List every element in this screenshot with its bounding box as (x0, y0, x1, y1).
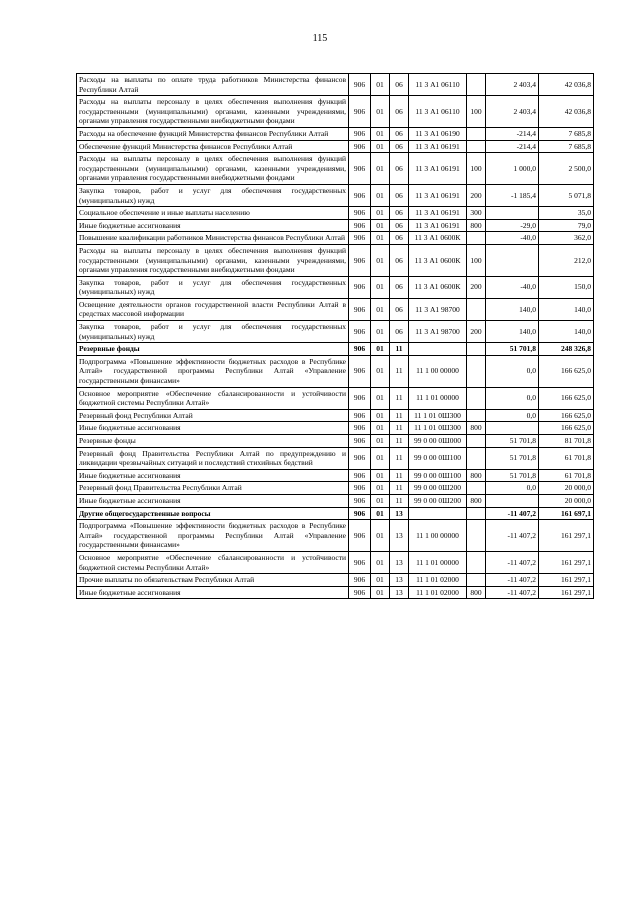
expense-name-cell: Резервный фонд Правительства Республики Алтай по предупреждению и ликвидации чрезвычайных ситуаций и последствий стихийных бедствий (77, 447, 349, 469)
expense-name-cell: Повышение квалификации работников Министерства финансов Республики Алтай (77, 232, 349, 245)
expense-name-cell: Резервный фонд Правительства Республики Алтай (77, 482, 349, 495)
target-article-cell: 99 0 00 0Ш200 (409, 494, 467, 507)
target-article-cell: 99 0 00 0Ш100 (409, 447, 467, 469)
expense-type-cell (467, 343, 486, 356)
subsection-code-cell: 06 (390, 127, 409, 140)
target-article-cell (409, 507, 467, 520)
subsection-code-cell: 11 (390, 343, 409, 356)
total-amount-cell: 140,0 (539, 298, 594, 320)
subsection-code-cell: 13 (390, 551, 409, 573)
subsection-code-cell: 06 (390, 232, 409, 245)
expense-type-cell (467, 74, 486, 96)
change-amount-cell: 0,0 (486, 387, 539, 409)
target-article-cell: 11 3 А1 98700 (409, 321, 467, 343)
table-row (77, 482, 594, 495)
expense-type-cell: 800 (467, 469, 486, 482)
change-amount-cell (486, 494, 539, 507)
table-row (77, 574, 594, 587)
total-amount-cell: 140,0 (539, 321, 594, 343)
table-row (77, 96, 594, 128)
expense-type-cell (467, 387, 486, 409)
change-amount-cell: 2 403,4 (486, 74, 539, 96)
department-code-cell: 906 (349, 74, 371, 96)
table-row (77, 127, 594, 140)
total-amount-cell: 212,0 (539, 244, 594, 276)
total-amount-cell: 150,0 (539, 276, 594, 298)
expense-type-cell (467, 574, 486, 587)
subsection-code-cell: 06 (390, 276, 409, 298)
target-article-cell: 11 3 А1 0600К (409, 232, 467, 245)
target-article-cell: 11 3 А1 06110 (409, 74, 467, 96)
table-row (77, 469, 594, 482)
expense-name-cell: Закупка товаров, работ и услуг для обеспечения государственных (муниципальных) нужд (77, 184, 349, 206)
expense-name-cell: Иные бюджетные ассигнования (77, 586, 349, 599)
change-amount-cell: -11 407,2 (486, 507, 539, 520)
target-article-cell: 11 3 А1 0600К (409, 244, 467, 276)
total-amount-cell: 7 685,8 (539, 140, 594, 153)
section-code-cell: 01 (371, 494, 390, 507)
department-code-cell: 906 (349, 507, 371, 520)
section-code-cell: 01 (371, 140, 390, 153)
expense-type-cell: 800 (467, 494, 486, 507)
table-row (77, 409, 594, 422)
change-amount-cell (486, 244, 539, 276)
section-code-cell: 01 (371, 409, 390, 422)
subsection-code-cell: 11 (390, 494, 409, 507)
table-body (77, 74, 594, 599)
change-amount-cell: 0,0 (486, 482, 539, 495)
section-code-cell: 01 (371, 153, 390, 185)
change-amount-cell (486, 207, 539, 220)
department-code-cell: 906 (349, 184, 371, 206)
total-amount-cell: 42 036,8 (539, 96, 594, 128)
department-code-cell: 906 (349, 244, 371, 276)
department-code-cell: 906 (349, 574, 371, 587)
total-amount-cell: 61 701,8 (539, 447, 594, 469)
section-code-cell: 01 (371, 276, 390, 298)
subsection-code-cell: 06 (390, 96, 409, 128)
change-amount-cell (486, 422, 539, 435)
total-amount-cell: 166 625,0 (539, 387, 594, 409)
table-row (77, 74, 594, 96)
expense-name-cell: Другие общегосударственные вопросы (77, 507, 349, 520)
table-row (77, 153, 594, 185)
department-code-cell: 906 (349, 482, 371, 495)
section-code-cell: 01 (371, 387, 390, 409)
change-amount-cell: -11 407,2 (486, 586, 539, 599)
department-code-cell: 906 (349, 409, 371, 422)
department-code-cell: 906 (349, 494, 371, 507)
department-code-cell: 906 (349, 520, 371, 552)
change-amount-cell: 51 701,8 (486, 435, 539, 448)
subsection-code-cell: 13 (390, 507, 409, 520)
subsection-code-cell: 13 (390, 574, 409, 587)
target-article-cell: 11 1 01 0Ш300 (409, 422, 467, 435)
change-amount-cell: 51 701,8 (486, 469, 539, 482)
expense-type-cell: 800 (467, 219, 486, 232)
change-amount-cell: 51 701,8 (486, 447, 539, 469)
total-amount-cell: 161 297,1 (539, 520, 594, 552)
subsection-code-cell: 06 (390, 207, 409, 220)
department-code-cell: 906 (349, 232, 371, 245)
total-amount-cell: 161 297,1 (539, 574, 594, 587)
change-amount-cell: 0,0 (486, 409, 539, 422)
section-code-cell: 01 (371, 207, 390, 220)
section-code-cell: 01 (371, 355, 390, 387)
total-amount-cell: 81 701,8 (539, 435, 594, 448)
table-row (77, 232, 594, 245)
expense-type-cell (467, 551, 486, 573)
total-amount-cell: 166 625,0 (539, 355, 594, 387)
subsection-code-cell: 13 (390, 586, 409, 599)
expense-type-cell: 100 (467, 96, 486, 128)
table-row (77, 207, 594, 220)
target-article-cell: 11 3 А1 98700 (409, 298, 467, 320)
table-row (77, 244, 594, 276)
department-code-cell: 906 (349, 355, 371, 387)
change-amount-cell: -29,0 (486, 219, 539, 232)
expense-name-cell: Социальное обеспечение и иные выплаты населению (77, 207, 349, 220)
department-code-cell: 906 (349, 207, 371, 220)
subsection-code-cell: 06 (390, 153, 409, 185)
expense-type-cell (467, 447, 486, 469)
expense-type-cell (467, 435, 486, 448)
expense-name-cell: Иные бюджетные ассигнования (77, 219, 349, 232)
expense-type-cell (467, 482, 486, 495)
department-code-cell: 906 (349, 140, 371, 153)
expense-type-cell (467, 232, 486, 245)
subsection-code-cell: 06 (390, 184, 409, 206)
department-code-cell: 906 (349, 387, 371, 409)
change-amount-cell: 1 000,0 (486, 153, 539, 185)
target-article-cell: 11 1 01 02000 (409, 586, 467, 599)
expense-type-cell: 200 (467, 184, 486, 206)
table-row (77, 507, 594, 520)
table-row (77, 422, 594, 435)
target-article-cell: 11 1 01 02000 (409, 574, 467, 587)
expense-name-cell: Освещение деятельности органов государственной власти Республики Алтай в средствах массовой информации (77, 298, 349, 320)
department-code-cell: 906 (349, 321, 371, 343)
expense-name-cell: Основное мероприятие «Обеспечение сбалансированности и устойчивости бюджетной системы Республики Алтай» (77, 551, 349, 573)
target-article-cell: 11 1 01 00000 (409, 387, 467, 409)
expense-type-cell (467, 355, 486, 387)
subsection-code-cell: 13 (390, 520, 409, 552)
department-code-cell: 906 (349, 298, 371, 320)
subsection-code-cell: 11 (390, 409, 409, 422)
section-code-cell: 01 (371, 482, 390, 495)
total-amount-cell: 35,0 (539, 207, 594, 220)
change-amount-cell: -1 185,4 (486, 184, 539, 206)
total-amount-cell: 79,0 (539, 219, 594, 232)
section-code-cell: 01 (371, 551, 390, 573)
department-code-cell: 906 (349, 343, 371, 356)
total-amount-cell: 2 500,0 (539, 153, 594, 185)
change-amount-cell: 140,0 (486, 321, 539, 343)
table-row (77, 447, 594, 469)
expense-name-cell: Иные бюджетные ассигнования (77, 469, 349, 482)
table-row (77, 387, 594, 409)
section-code-cell: 01 (371, 127, 390, 140)
expense-name-cell: Основное мероприятие «Обеспечение сбалансированности и устойчивости бюджетной системы Республики Алтай» (77, 387, 349, 409)
department-code-cell: 906 (349, 447, 371, 469)
subsection-code-cell: 06 (390, 298, 409, 320)
table-row (77, 140, 594, 153)
section-code-cell: 01 (371, 321, 390, 343)
total-amount-cell: 20 000,0 (539, 494, 594, 507)
section-code-cell: 01 (371, 184, 390, 206)
subsection-code-cell: 06 (390, 321, 409, 343)
change-amount-cell: 51 701,8 (486, 343, 539, 356)
expense-name-cell: Закупка товаров, работ и услуг для обеспечения государственных (муниципальных) нужд (77, 276, 349, 298)
table-row (77, 184, 594, 206)
expense-name-cell: Резервные фонды (77, 343, 349, 356)
table-row (77, 298, 594, 320)
target-article-cell: 11 3 А1 06190 (409, 127, 467, 140)
change-amount-cell: 0,0 (486, 355, 539, 387)
change-amount-cell: 2 403,4 (486, 96, 539, 128)
total-amount-cell: 20 000,0 (539, 482, 594, 495)
section-code-cell: 01 (371, 343, 390, 356)
department-code-cell: 906 (349, 551, 371, 573)
table-row (77, 435, 594, 448)
section-code-cell: 01 (371, 422, 390, 435)
subsection-code-cell: 11 (390, 482, 409, 495)
target-article-cell: 11 3 А1 06110 (409, 96, 467, 128)
subsection-code-cell: 11 (390, 447, 409, 469)
target-article-cell: 11 3 А1 06191 (409, 153, 467, 185)
total-amount-cell: 161 297,1 (539, 551, 594, 573)
department-code-cell: 906 (349, 276, 371, 298)
total-amount-cell: 161 697,1 (539, 507, 594, 520)
expense-name-cell: Расходы на выплаты персоналу в целях обеспечения выполнения функций государственными (муниципальными) органами, казенными учреждениями, органами управления государственными внебюджетными фондами (77, 96, 349, 128)
change-amount-cell: -40,0 (486, 276, 539, 298)
target-article-cell: 99 0 00 0Ш200 (409, 482, 467, 495)
total-amount-cell: 166 625,0 (539, 422, 594, 435)
expense-name-cell: Резервные фонды (77, 435, 349, 448)
section-code-cell: 01 (371, 298, 390, 320)
expense-type-cell (467, 507, 486, 520)
expense-name-cell: Расходы на выплаты персоналу в целях обеспечения выполнения функций государственными (муниципальными) органами, казенными учреждениями, органами управления государственными внебюджетными фондами (77, 153, 349, 185)
expense-name-cell: Закупка товаров, работ и услуг для обеспечения государственных (муниципальных) нужд (77, 321, 349, 343)
expense-type-cell: 100 (467, 153, 486, 185)
expense-type-cell: 100 (467, 244, 486, 276)
subsection-code-cell: 11 (390, 355, 409, 387)
department-code-cell: 906 (349, 96, 371, 128)
target-article-cell: 11 1 01 00000 (409, 551, 467, 573)
target-article-cell: 11 1 00 00000 (409, 355, 467, 387)
table-row (77, 520, 594, 552)
expense-name-cell: Обеспечение функций Министерства финансов Республики Алтай (77, 140, 349, 153)
target-article-cell: 11 3 А1 0600К (409, 276, 467, 298)
expense-type-cell (467, 298, 486, 320)
target-article-cell: 99 0 00 0Ш000 (409, 435, 467, 448)
expense-name-cell: Прочие выплаты по обязательствам Республики Алтай (77, 574, 349, 587)
target-article-cell: 11 3 А1 06191 (409, 207, 467, 220)
expense-type-cell (467, 140, 486, 153)
department-code-cell: 906 (349, 469, 371, 482)
section-code-cell: 01 (371, 219, 390, 232)
expense-type-cell: 800 (467, 422, 486, 435)
total-amount-cell: 61 701,8 (539, 469, 594, 482)
section-code-cell: 01 (371, 447, 390, 469)
expense-name-cell: Иные бюджетные ассигнования (77, 422, 349, 435)
expense-name-cell: Резервный фонд Республики Алтай (77, 409, 349, 422)
expense-type-cell: 200 (467, 321, 486, 343)
table-row (77, 355, 594, 387)
expense-type-cell (467, 409, 486, 422)
budget-table (76, 73, 594, 599)
change-amount-cell: -11 407,2 (486, 520, 539, 552)
total-amount-cell: 248 326,8 (539, 343, 594, 356)
expense-name-cell: Подпрограмма «Повышение эффективности бюджетных расходов в Республике Алтай» государственной программы Республики Алтай «Управление государственными финансами» (77, 355, 349, 387)
department-code-cell: 906 (349, 586, 371, 599)
section-code-cell: 01 (371, 96, 390, 128)
section-code-cell: 01 (371, 574, 390, 587)
expense-name-cell: Подпрограмма «Повышение эффективности бюджетных расходов в Республике Алтай» государственной программы Республики Алтай «Управление государственными финансами» (77, 520, 349, 552)
table-row (77, 494, 594, 507)
target-article-cell: 11 1 00 00000 (409, 520, 467, 552)
target-article-cell: 11 1 01 0Ш300 (409, 409, 467, 422)
department-code-cell: 906 (349, 153, 371, 185)
total-amount-cell: 362,0 (539, 232, 594, 245)
change-amount-cell: -40,0 (486, 232, 539, 245)
change-amount-cell: -11 407,2 (486, 574, 539, 587)
table-row (77, 219, 594, 232)
total-amount-cell: 7 685,8 (539, 127, 594, 140)
target-article-cell: 99 0 00 0Ш100 (409, 469, 467, 482)
subsection-code-cell: 11 (390, 387, 409, 409)
subsection-code-cell: 06 (390, 74, 409, 96)
subsection-code-cell: 06 (390, 140, 409, 153)
expense-name-cell: Расходы на выплаты по оплате труда работников Министерства финансов Республики Алтай (77, 74, 349, 96)
section-code-cell: 01 (371, 520, 390, 552)
expense-type-cell (467, 520, 486, 552)
total-amount-cell: 42 036,8 (539, 74, 594, 96)
subsection-code-cell: 11 (390, 469, 409, 482)
section-code-cell: 01 (371, 586, 390, 599)
expense-name-cell: Расходы на выплаты персоналу в целях обеспечения выполнения функций государственными (муниципальными) органами, казенными учреждениями, органами управления государственными внебюджетными фондами (77, 244, 349, 276)
section-code-cell: 01 (371, 232, 390, 245)
table-row (77, 551, 594, 573)
expense-type-cell: 800 (467, 586, 486, 599)
page-number: 115 (312, 33, 328, 44)
total-amount-cell: 5 071,8 (539, 184, 594, 206)
expense-name-cell: Расходы на обеспечение функций Министерства финансов Республики Алтай (77, 127, 349, 140)
table-row (77, 586, 594, 599)
expense-type-cell: 300 (467, 207, 486, 220)
target-article-cell: 11 3 А1 06191 (409, 184, 467, 206)
department-code-cell: 906 (349, 219, 371, 232)
subsection-code-cell: 06 (390, 219, 409, 232)
change-amount-cell: -11 407,2 (486, 551, 539, 573)
total-amount-cell: 166 625,0 (539, 409, 594, 422)
expense-name-cell: Иные бюджетные ассигнования (77, 494, 349, 507)
change-amount-cell: 140,0 (486, 298, 539, 320)
target-article-cell: 11 3 А1 06191 (409, 219, 467, 232)
section-code-cell: 01 (371, 244, 390, 276)
expense-type-cell: 200 (467, 276, 486, 298)
department-code-cell: 906 (349, 127, 371, 140)
total-amount-cell: 161 297,1 (539, 586, 594, 599)
target-article-cell (409, 343, 467, 356)
department-code-cell: 906 (349, 435, 371, 448)
subsection-code-cell: 06 (390, 244, 409, 276)
subsection-code-cell: 11 (390, 435, 409, 448)
section-code-cell: 01 (371, 435, 390, 448)
section-code-cell: 01 (371, 74, 390, 96)
subsection-code-cell: 11 (390, 422, 409, 435)
table-row (77, 343, 594, 356)
department-code-cell: 906 (349, 422, 371, 435)
target-article-cell: 11 3 А1 06191 (409, 140, 467, 153)
change-amount-cell: -214,4 (486, 127, 539, 140)
table-row (77, 276, 594, 298)
section-code-cell: 01 (371, 507, 390, 520)
expense-type-cell (467, 127, 486, 140)
section-code-cell: 01 (371, 469, 390, 482)
table-row (77, 321, 594, 343)
change-amount-cell: -214,4 (486, 140, 539, 153)
